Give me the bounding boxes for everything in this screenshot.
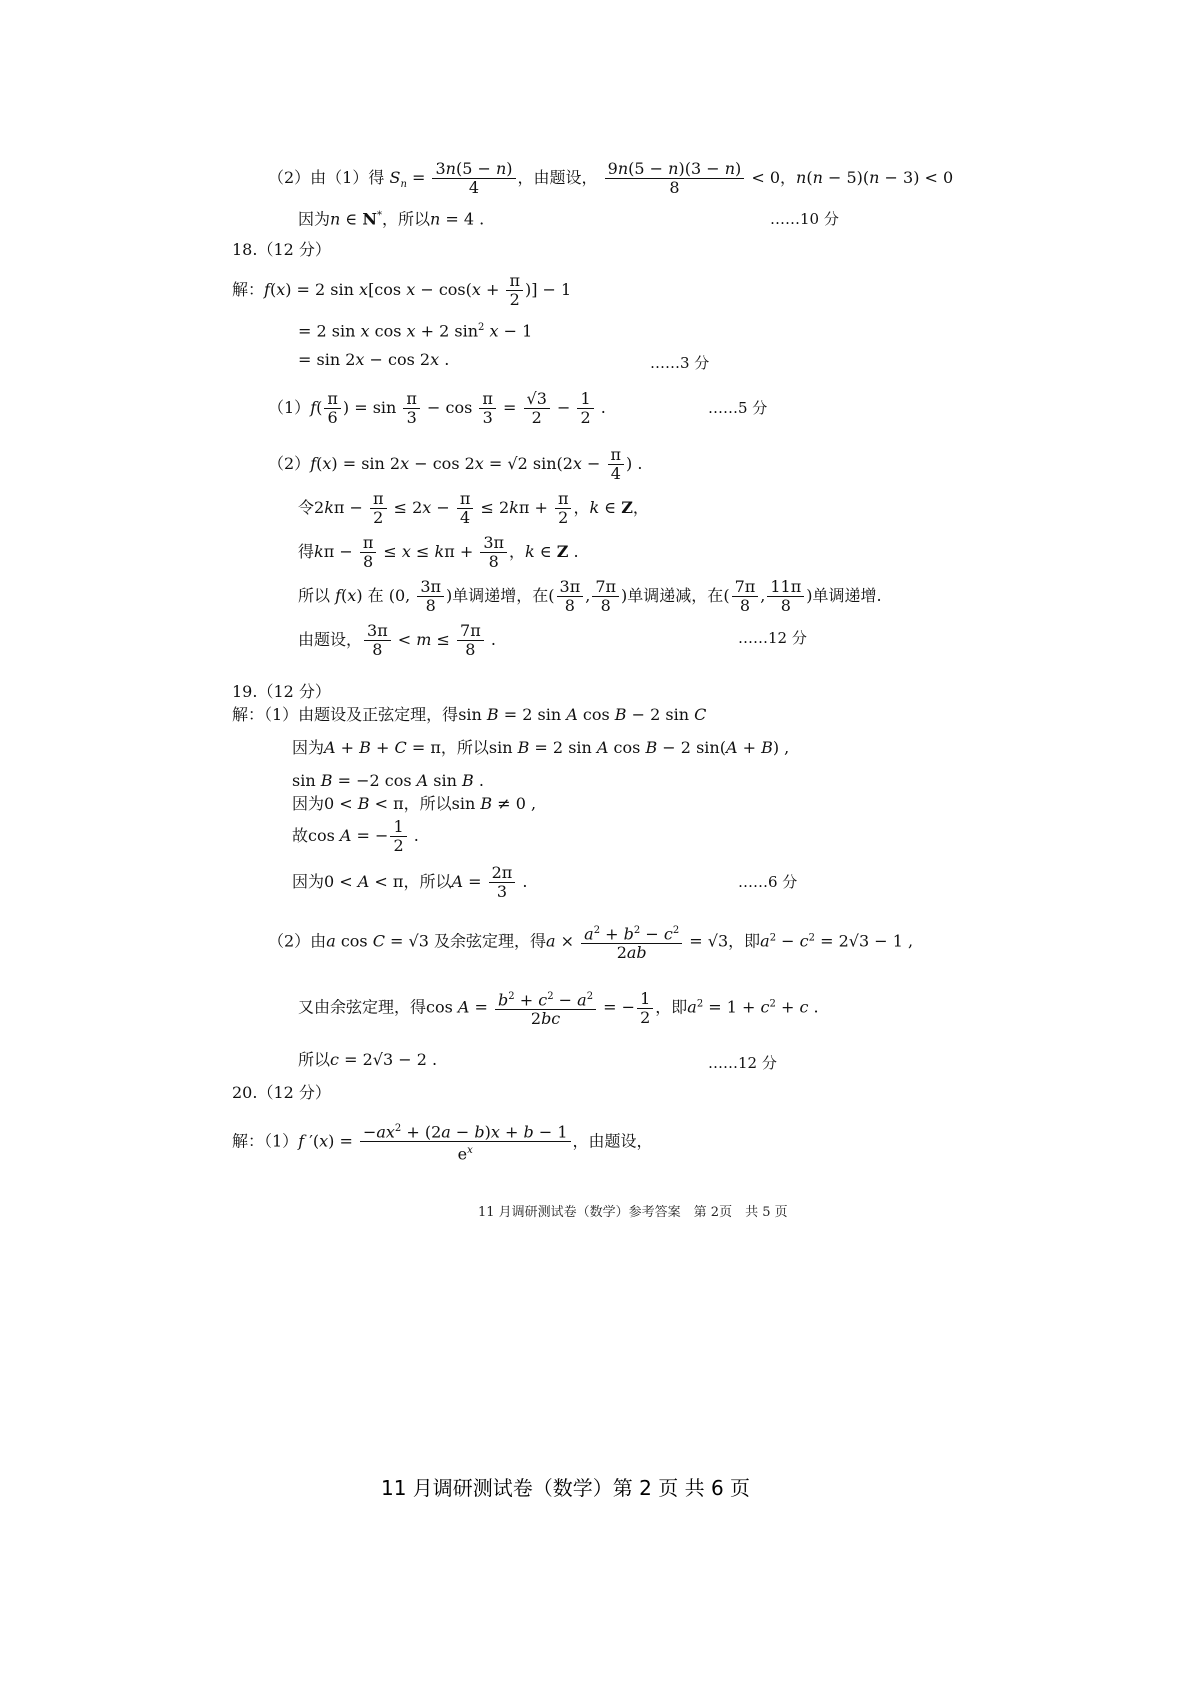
line-f2: = 2 sin x cos x + 2 $\sin^2 x - 1$ <box>298 321 533 341</box>
line-19-6: 因为0 < A < π，所以A = $\frac{2\pi}{3}$ . <box>292 863 528 901</box>
line-19-7: （2）由a cos C = √3 及余弦定理，得a × $\frac{a^2 + b^2 - c^2}{2ab}$ = √3，即$a^2 - c^2 = 2√3 - 1$ , <box>268 922 913 962</box>
line-ling: 令2kπ − $\frac{\pi}{2}$ ≤ 2x − $\frac{\pi}{4}$ ≤ 2kπ + $\frac{\pi}{2}$ ，k ∈ Z， <box>298 489 649 527</box>
line-f: 解：f(x) = 2 sin x[cos x − cos(x + $\frac{\pi}{2}$ )] − 1 <box>232 271 572 309</box>
score-10: ……10 分 <box>770 210 839 228</box>
question-19: 19.（12 分） <box>232 682 331 701</box>
line-f3: = sin 2x − cos 2x . <box>298 350 450 369</box>
question-20: 20.（12 分） <box>232 1083 331 1102</box>
line-19-8: 又由余弦定理，得cos A = $\frac{b^2 + c^2 - a^2}{2bc}$ = − $\frac{1}{2}$ ，即$a^2 = 1 + c^2 + c$ . <box>298 988 819 1029</box>
line-monotone: 所以 f(x) 在 (0, $\frac{3\pi}{8}$ )单调递增，在( $\frac{3\pi}{8}$ , $\frac{7\pi}{8}$ )单调递减，在( $\frac{7\pi}{8}$ , $\frac{11\pi}{8}$ )单调递增. <box>298 577 882 615</box>
line-19-3: sin B = −2 cos A sin B . <box>292 771 484 790</box>
score-6: ……6 分 <box>738 873 798 891</box>
question-18: 18.（12 分） <box>232 240 331 259</box>
line-19-1: 解：（1）由题设及正弦定理，得sin B = 2 sin A cos B − 2 sin C <box>232 705 707 724</box>
line-18-1: （1）f( $\frac{\pi}{6}$ ) = sin $\frac{\pi}{3}$ − cos $\frac{\pi}{3}$ = $\frac{√3}{2}$ − $\frac{1}{2}$ . <box>268 389 606 427</box>
score-5: ……5 分 <box>708 399 768 417</box>
line-19-5: 故cos A = − $\frac{1}{2}$ . <box>292 817 419 855</box>
line-n: 因为n ∈ N*，所以n = 4 . <box>298 209 485 229</box>
score-12b: ……12 分 <box>708 1054 777 1072</box>
line-19-4: 因为0 < B < π，所以sin B ≠ 0 , <box>292 794 537 813</box>
line-19-9: 所以c = 2√3 − 2 . <box>298 1050 438 1069</box>
line-18-2: （2）f(x) = sin 2x − cos 2x = √2 sin(2x − $\frac{\pi}{4}$ ) . <box>268 445 643 483</box>
footer-big: 11 月调研测试卷（数学）第 2 页 共 6 页 <box>381 1476 751 1500</box>
line-de: 得kπ − $\frac{\pi}{8}$ ≤ x ≤ kπ + $\frac{3\pi}{8}$ ，k ∈ Z . <box>298 533 579 571</box>
line-m: 由题设， $\frac{3\pi}{8}$ < m ≤ $\frac{7\pi}{8}$ . <box>298 621 496 659</box>
score-3: ……3 分 <box>650 354 710 372</box>
footer-small: 11 月调研测试卷（数学）参考答案 第 2页 共 5 页 <box>478 1205 788 1220</box>
line-20-1: 解：（1）f ′(x) = $\frac{-ax^2 + (2a - b)x + b - 1}{e^x}$ ，由题设， <box>232 1120 653 1164</box>
line-sn: （2）由（1）得 $S_n$ = $\frac{3n(5 - n)}{4}$ ，由题设， $\frac{9n(5 - n)(3 - n)}{8}$ < 0，n(n − 5)(n − 3) < 0 <box>268 159 954 197</box>
line-19-2: 因为A + B + C = π，所以sin B = 2 sin A cos B − 2 sin(A + B) , <box>292 738 790 757</box>
score-12a: ……12 分 <box>738 629 807 647</box>
